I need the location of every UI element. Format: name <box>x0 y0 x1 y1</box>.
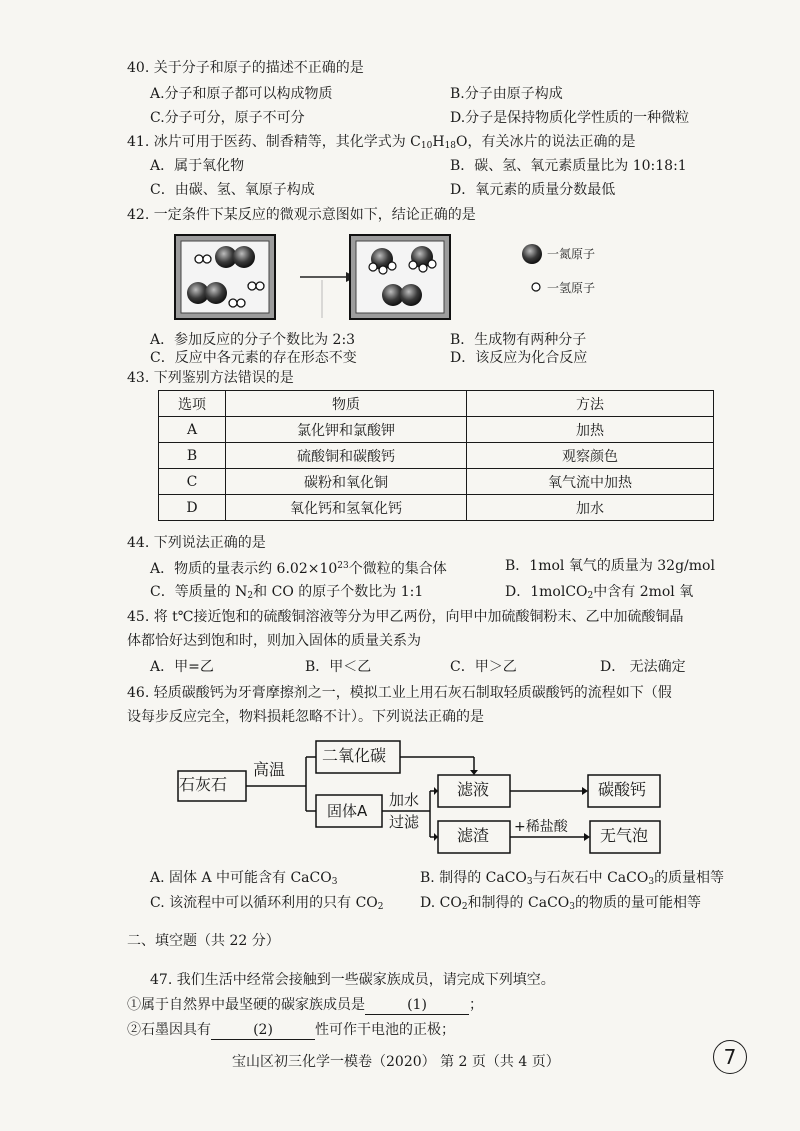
q42-option-c: C．反应中各元素的存在形态不变 <box>150 350 357 366</box>
flow-filter-label: 过滤 <box>389 813 420 831</box>
q46-option-d: D. $CO_2$和制得的 CaCO$_3$的物质的量可能相等 <box>420 895 701 912</box>
q47-stem: 47. 我们生活中经常会接触到一些碳家族成员，请完成下列填空。 <box>150 972 555 988</box>
table-row: B 硫酸铜和碳酸钙 观察颜色 <box>159 443 714 469</box>
q45-option-a: A．甲=乙 <box>150 659 214 675</box>
table-row: C 碳粉和氧化铜 氧气流中加热 <box>159 469 714 495</box>
flow-caco3: 碳酸钙 <box>598 780 647 799</box>
q41-option-d: D．氧元素的质量分数最低 <box>450 182 616 198</box>
section-fill-in-title: 二、填空题（共 22 分） <box>127 933 280 949</box>
q44-option-c: C．等质量的 $N_2$和 CO 的原子个数比为 1:1 <box>150 584 424 601</box>
page-number-circle: 7 <box>713 1040 747 1074</box>
table-row: A 氯化钾和氯酸钾 加热 <box>159 417 714 443</box>
col-header-substance: 物质 <box>226 391 467 417</box>
col-header-option: 选项 <box>159 391 226 417</box>
q46-option-b: B. 制得的 CaCO$_3$与石灰石中 CaCO$_3$的质量相等 <box>420 870 725 887</box>
legend-hydrogen-label: 一氢原子 <box>547 281 596 295</box>
q42-stem: 42. 一定条件下某反应的微观示意图如下，结论正确的是 <box>127 207 476 223</box>
col-header-method: 方法 <box>467 391 714 417</box>
legend-nitrogen-label: 一氮原子 <box>547 247 596 261</box>
q45-option-b: B．甲＜乙 <box>305 659 372 675</box>
answer-blank-2[interactable]: (2) <box>211 1021 315 1040</box>
q44-option-b: B．1mol 氧气的质量为 32g/mol <box>505 558 715 574</box>
q47-line2: ②石墨因具有 (2) 性可作干电池的正极； <box>127 1022 455 1038</box>
q41-option-b: B．碳、氢、氧元素质量比为 10:18:1 <box>450 158 687 174</box>
table-header-row <box>159 391 714 417</box>
q42-option-a: A．参加反应的分子个数比为 2:3 <box>150 332 356 348</box>
q43-table <box>158 390 714 521</box>
nitrogen-atom-legend-icon <box>522 244 542 264</box>
q40-option-a: A.分子和原子都可以构成物质 <box>150 86 333 102</box>
q40-option-c: C.分子可分，原子不可分 <box>150 110 305 126</box>
q42-option-d: D．该反应为化合反应 <box>450 350 588 366</box>
q44-option-a: A．物质的量表示约 $6.02\times 10^{23}$个微粒的集合体 <box>150 561 447 577</box>
q46-line2: 设每步反应完全，物料损耗忽略不计）。下列说法正确的是 <box>127 709 484 725</box>
q46-option-c: C. 该流程中可以循环利用的只有 $CO_2$ <box>150 895 384 912</box>
answer-blank-1[interactable]: (1) <box>365 996 469 1015</box>
q46-option-a: A. 固体 A 中可能含有 CaCO$_3$ <box>150 870 338 887</box>
table-row: D 氧化钙和氢氧化钙 加水 <box>159 495 714 521</box>
flow-high-temp-label: 高温 <box>253 760 286 779</box>
q45-line1: 45. 将 t℃接近饱和的硫酸铜溶液等分为甲乙两份，向甲中加硫酸铜粉末、乙中加硫酸铜晶 <box>127 609 684 625</box>
flow-solid-a: 固体A <box>327 802 368 820</box>
q41-stem: 41. 冰片可用于医药、制香精等，其化学式为 $C_{10}H_{18}O$，有关冰片的说法正确的是 <box>127 134 636 151</box>
q40-option-d: D.分子是保持物质化学性质的一种微粒 <box>450 110 690 126</box>
q44-option-d: D．1molCO$_2$中含有 2mol 氧 <box>505 584 694 601</box>
flow-limestone: 石灰石 <box>179 775 228 794</box>
q41-option-c: C．由碳、氢、氧原子构成 <box>150 182 315 198</box>
q41-option-a: A．属于氧化物 <box>150 158 245 174</box>
q42-option-b: B．生成物有两种分子 <box>450 332 587 348</box>
q40-stem: 40. 关于分子和原子的描述不正确的是 <box>127 60 364 76</box>
flow-add-hcl-label: +稀盐酸 <box>514 819 568 835</box>
flow-co2: 二氧化碳 <box>322 746 387 765</box>
q40-option-b: B.分子由原子构成 <box>450 86 563 102</box>
flow-add-water-label: 加水 <box>389 791 420 809</box>
flow-filtrate: 滤液 <box>457 780 490 799</box>
q46-flowchart <box>170 737 670 857</box>
q45-line2: 体都恰好达到饱和时，则加入固体的质量关系为 <box>127 633 421 649</box>
page-footer: 宝山区初三化学一模卷（2020） 第 2 页（共 4 页） <box>232 1054 560 1070</box>
q45-option-d: D． 无法确定 <box>600 659 686 675</box>
q47-line1: ①属于自然界中最坚硬的碳家族成员是 (1) ； <box>127 997 483 1013</box>
q44-stem: 44. 下列说法正确的是 <box>127 535 266 551</box>
flow-residue: 滤渣 <box>457 826 490 845</box>
q46-line1: 46. 轻质碳酸钙为牙膏摩擦剂之一，模拟工业上用石灰石制取轻质碳酸钙的流程如下（假 <box>127 685 672 701</box>
hydrogen-atom-legend-icon <box>532 283 540 291</box>
q45-option-c: C．甲＞乙 <box>450 659 517 675</box>
q43-stem: 43. 下列鉴别方法错误的是 <box>127 370 294 386</box>
flow-no-bubble: 无气泡 <box>600 826 649 845</box>
